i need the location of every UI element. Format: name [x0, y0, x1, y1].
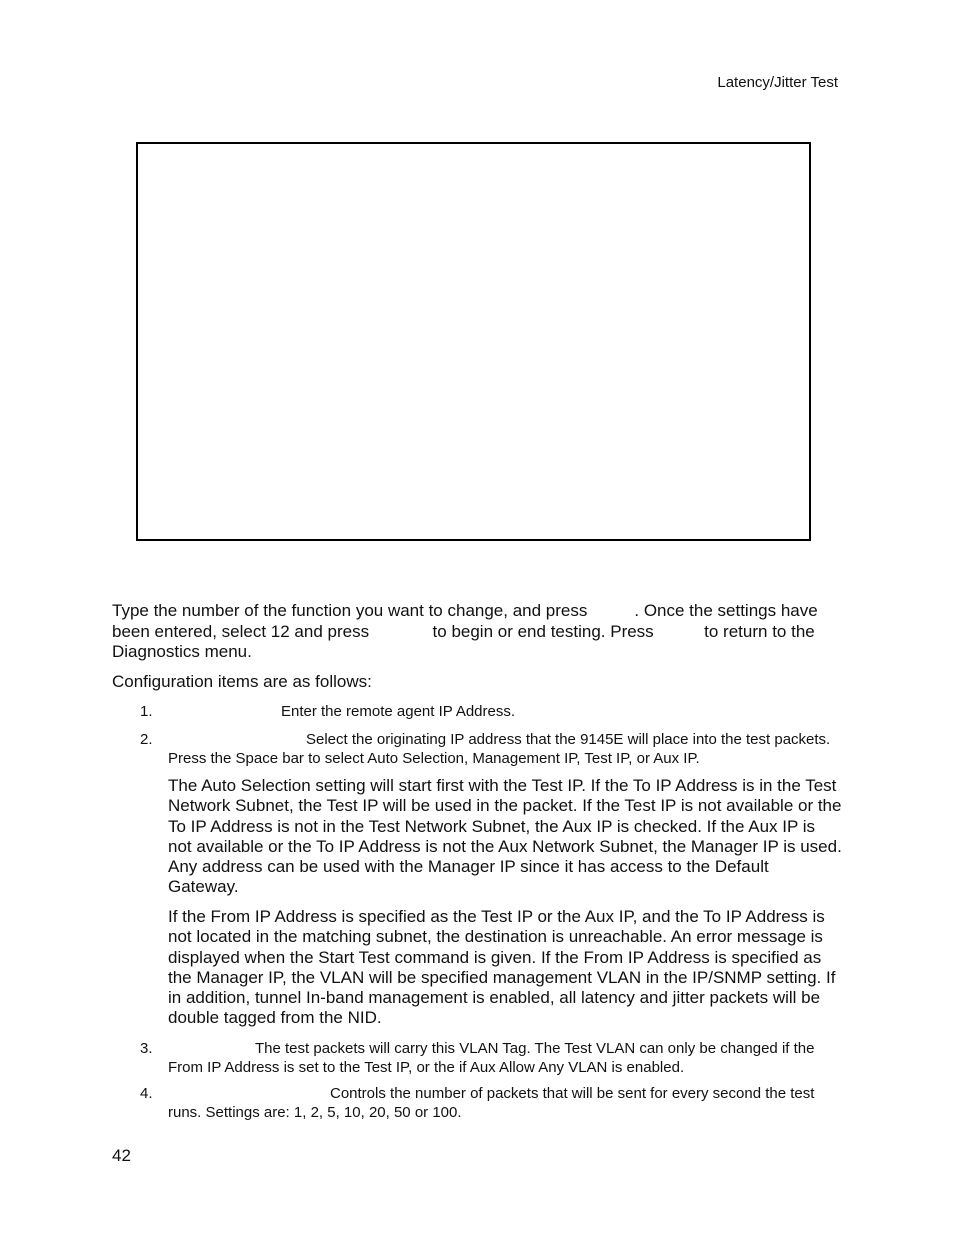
list-item-body [168, 702, 840, 721]
terminal-screenshot-frame [136, 142, 811, 541]
body-paragraph: If the From IP Address is specified as the Test IP or the Aux IP, and the To IP Address is not located in the matching subnet, the destination is unreachable. An error message is displayed when the Start Test command is given. If the From IP Address is specified as the Manager IP, the VLAN will be specified management VLAN in the IP/SNMP setting. If in addition, tunnel In-band management is enabled, all latency and jitter packets will be double tagged from the NID. [168, 907, 836, 1028]
intro-text-1: Type the number of the function you want to change, and press [112, 601, 588, 620]
list-item-number: 3. [140, 1040, 153, 1057]
page-number: 42 [112, 1146, 131, 1165]
list-item-text: The test packets will carry this VLAN Tag. The Test VLAN can only be changed if the From IP Address is set to the Test IP, or the if Aux Allow Any VLAN is enabled. [168, 1040, 815, 1076]
config-intro: Configuration items are as follows: [112, 672, 372, 691]
intro-text-4: to return to the Diagnostics menu. [112, 621, 815, 661]
list-item-number: 1. [140, 703, 153, 720]
list-item-body [168, 730, 840, 768]
list-item-number: 2. [140, 731, 153, 748]
list-item-text: Controls the number of packets that will be sent for every second the test runs. Settings are: 1, 2, 5, 10, 20, 50 or 100. [168, 1085, 815, 1121]
running-header: Latency/Jitter Test [717, 74, 838, 91]
list-item-text: Select the originating IP address that the 9145E will place into the test packets. Press the Space bar to select Auto Selection, Management IP, Test IP, or Aux IP. [168, 731, 831, 767]
list-item-body [168, 1084, 840, 1122]
list-item-number: 4. [140, 1085, 153, 1102]
intro-text-2: . Once the settings have been entered, select 12 and press [112, 601, 818, 641]
list-item-body [168, 1039, 840, 1077]
intro-text-3: to begin or end testing. Press [432, 621, 654, 641]
list-item-text: Enter the remote agent IP Address. [281, 703, 516, 720]
body-paragraph: The Auto Selection setting will start first with the Test IP. If the To IP Address is in the Test Network Subnet, the Test IP will be used in the packet. If the Test IP is not available or the To IP Address is not in the Test Network Subnet, the Aux IP is checked. If the Aux IP is not available or the To IP Address is not the Aux Network Subnet, the Manager IP is used. Any address can be used with the Manager IP since it has access to the Default Gateway. [168, 776, 842, 897]
intro-paragraph [112, 601, 842, 663]
